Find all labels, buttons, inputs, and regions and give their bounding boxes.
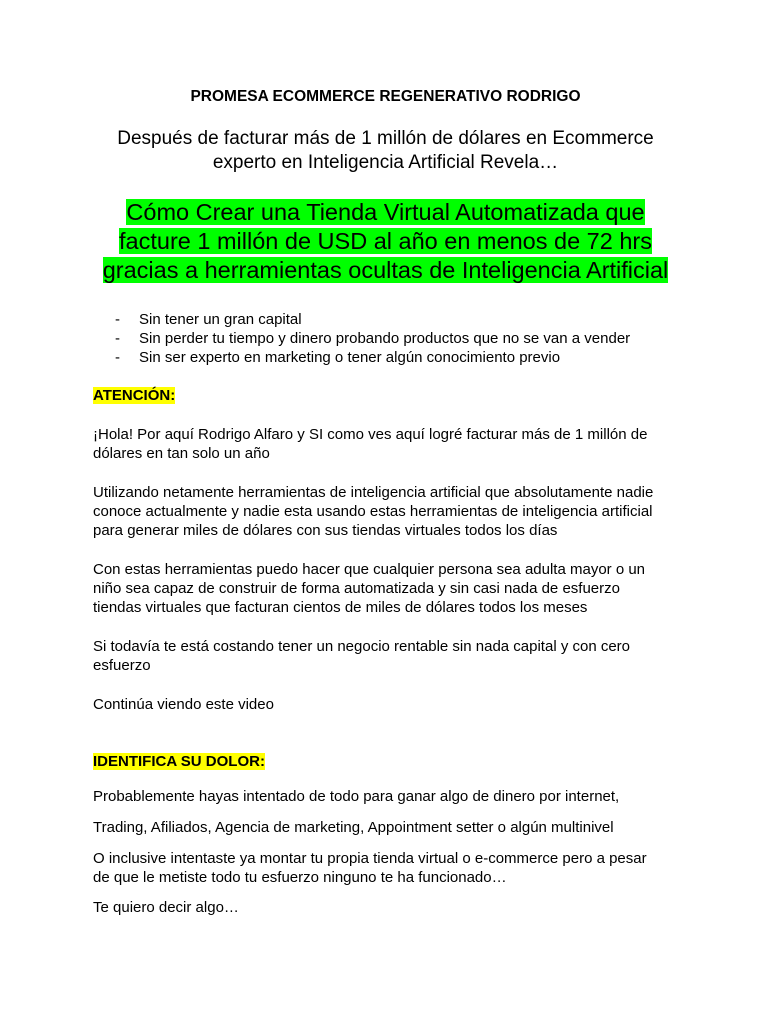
paragraph-line: niño sea capaz de construir de forma automatizada y sin casi nada de esfuerzo [93,580,620,597]
list-item [115,329,630,348]
bullet-dash: - [115,349,120,366]
paragraph-line: esfuerzo [93,657,151,674]
paragraph-line: Si todavía te está costando tener un negocio rentable sin nada capital y con cero [93,638,631,655]
section-label-dolor [93,752,265,771]
document-title: PROMESA ECOMMERCE REGENERATIVO RODRIGO [190,88,581,105]
document-subtitle [93,127,678,175]
paragraph [93,560,678,617]
paragraph [93,787,678,806]
section-label-text: IDENTIFICA SU DOLOR: [93,753,265,770]
headline-line-3: gracias a herramientas ocultas de Inteligencia Artificial [102,257,669,283]
headline [83,198,688,285]
paragraph [93,425,678,463]
subtitle-line-2: experto en Inteligencia Artificial Revela… [212,152,559,173]
paragraph-line: de que le metiste todo tu esfuerzo ninguno te ha funcionado… [93,869,507,886]
paragraph-line: conoce actualmente y nadie esta usando estas herramientas de inteligencia artificial [93,503,653,520]
list-item [115,348,630,367]
paragraph-line: para generar miles de dólares con sus tiendas virtuales todos los días [93,522,558,539]
bullet-dash: - [115,330,120,347]
paragraph-line: Trading, Afiliados, Agencia de marketing, Appointment setter o algún multinivel [93,819,614,836]
list-item [115,310,630,329]
bullet-text: Sin tener un gran capital [139,311,302,328]
bullet-dash: - [115,311,120,328]
paragraph-line: Con estas herramientas puedo hacer que cualquier persona sea adulta mayor o un [93,561,646,578]
subtitle-line-1: Después de facturar más de 1 millón de dólares en Ecommerce [117,128,654,149]
bullet-text: Sin ser experto en marketing o tener algún conocimiento previo [139,349,561,366]
paragraph-line: Te quiero decir algo… [93,899,239,916]
paragraph [93,695,678,714]
paragraph [93,849,678,887]
paragraph-line: Utilizando netamente herramientas de inteligencia artificial que absolutamente nadie [93,484,654,501]
paragraph-line: Continúa viendo este video [93,696,274,713]
paragraph [93,818,678,837]
paragraph-line: dólares en tan solo un año [93,445,270,462]
paragraph-line: Probablemente hayas intentado de todo para ganar algo de dinero por internet, [93,788,620,805]
paragraph [93,898,678,917]
paragraph-line: O inclusive intentaste ya montar tu propia tienda virtual o e-commerce pero a pesar [93,850,647,867]
section-label-text: ATENCIÓN: [93,387,176,404]
paragraph [93,637,678,675]
paragraph-line: tiendas virtuales que facturan cientos de miles de dólares todos los meses [93,599,588,616]
benefit-list [115,310,630,367]
section-label-atencion [93,386,175,405]
paragraph-line: ¡Hola! Por aquí Rodrigo Alfaro y SI como ves aquí logré facturar más de 1 millón de [93,426,648,443]
bullet-text: Sin perder tu tiempo y dinero probando productos que no se van a vender [139,330,631,347]
headline-line-2: facture 1 millón de USD al año en menos de 72 hrs [119,228,652,254]
headline-line-1: Cómo Crear una Tienda Virtual Automatizada que [126,199,645,225]
paragraph [93,483,678,540]
